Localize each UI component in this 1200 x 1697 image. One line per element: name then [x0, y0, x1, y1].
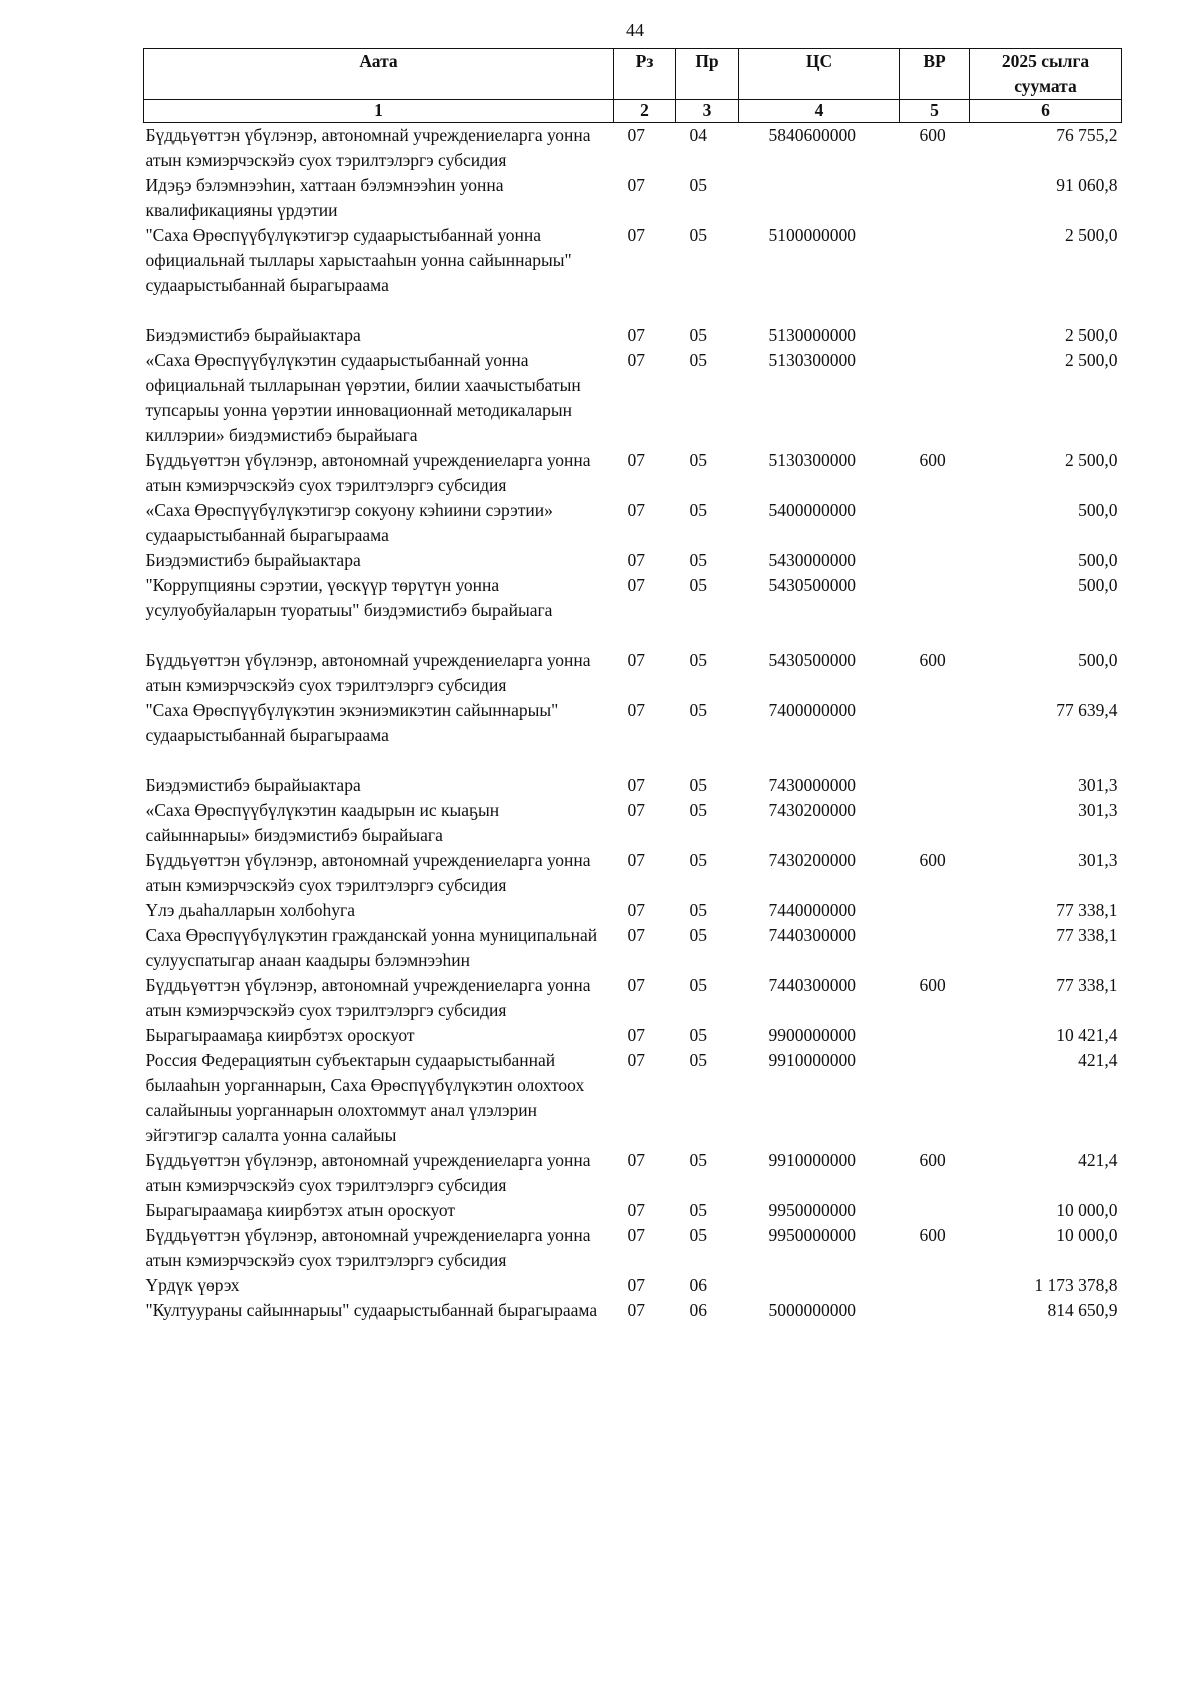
row-name-cell: Бүддьүөттэн үбүлэнэр, автономнай учреждениеларга уонна атын кэмиэрчэскэйэ суох тэрилтэлэргэ субсидия [145, 975, 591, 1020]
row-rz-cell: 07 [627, 775, 645, 795]
table-row [144, 1048, 1122, 1148]
table-row [144, 698, 1122, 748]
row-name-cell: Россия Федерациятын субъектарын судаарыстыбаннай былааһын уорганнарын, Саха Өрөспүүбүлүкэтин олохтоох салайыныы уорганнарын олохтоммут анал үлэлэрин эйгэтигэр салалта уонна салайыы [145, 1050, 585, 1145]
row-rz-cell: 07 [627, 900, 645, 920]
table-row [144, 498, 1122, 548]
row-pr-cell: 05 [689, 1050, 707, 1070]
row-cs-cell [739, 173, 900, 223]
row-vr-cell [900, 498, 970, 548]
row-pr-cell: 05 [689, 1225, 707, 1245]
row-rz-cell: 07 [627, 1300, 645, 1320]
row-vr-cell [900, 1198, 970, 1223]
row-pr-cell: 05 [689, 1025, 707, 1045]
row-vr-cell [900, 1298, 970, 1323]
row-spacer [144, 298, 1122, 323]
column-number: 4 [739, 100, 900, 123]
row-cs-cell: 9910000000 [768, 1050, 856, 1070]
row-rz-cell: 07 [627, 975, 645, 995]
row-pr-cell: 05 [689, 925, 707, 945]
row-name-cell: Бүддьүөттэн үбүлэнэр, автономнай учреждениеларга уонна атын кэмиэрчэскэйэ суох тэрилтэлэргэ субсидия [145, 850, 591, 895]
row-sum-cell: 301,3 [1078, 850, 1118, 870]
row-sum-cell: 76 755,2 [1056, 125, 1118, 145]
row-rz-cell: 07 [627, 1025, 645, 1045]
row-spacer-cell [144, 748, 1122, 773]
header-rz: Рз [614, 49, 676, 100]
row-name-cell: "Саха Өрөспүүбүлүкэтигэр судаарыстыбаннай уонна официальнай тыллары харыстааһын уонна сайыннарыы" судаарыстыбаннай бырагыраама [145, 225, 572, 295]
table-row [144, 648, 1122, 698]
row-name-cell: Биэдэмистибэ бырайыактара [145, 325, 361, 345]
column-number: 6 [970, 100, 1122, 123]
row-rz-cell: 07 [627, 450, 645, 470]
row-vr-cell [900, 698, 970, 748]
row-vr-cell [900, 348, 970, 448]
table-row [144, 973, 1122, 1023]
row-sum-cell: 2 500,0 [1065, 225, 1118, 245]
row-cs-cell: 5130300000 [768, 350, 856, 370]
row-rz-cell: 07 [627, 925, 645, 945]
row-rz-cell: 07 [627, 1225, 645, 1245]
row-name-cell: Бүддьүөттэн үбүлэнэр, автономнай учреждениеларга уонна атын кэмиэрчэскэйэ суох тэрилтэлэргэ субсидия [145, 125, 591, 170]
row-cs-cell: 5130300000 [768, 450, 856, 470]
header-vr: ВР [900, 49, 970, 100]
row-pr-cell: 05 [689, 775, 707, 795]
column-number: 3 [676, 100, 739, 123]
row-sum-cell: 301,3 [1078, 800, 1118, 820]
row-spacer-cell [144, 298, 1122, 323]
row-name-cell: Үрдүк үөрэх [145, 1275, 240, 1295]
row-vr-cell: 600 [919, 850, 946, 870]
row-cs-cell: 9910000000 [768, 1150, 856, 1170]
row-sum-cell: 77 338,1 [1056, 975, 1118, 995]
row-name-cell: Биэдэмистибэ бырайыактара [145, 550, 361, 570]
row-vr-cell: 600 [919, 650, 946, 670]
row-spacer-cell [144, 623, 1122, 648]
table-row [144, 798, 1122, 848]
row-rz-cell: 07 [627, 175, 645, 195]
row-rz-cell: 07 [627, 1150, 645, 1170]
row-pr-cell: 05 [689, 225, 707, 245]
row-rz-cell: 07 [627, 1050, 645, 1070]
header-row [144, 49, 1122, 100]
row-cs-cell [739, 1273, 900, 1298]
row-vr-cell: 600 [919, 975, 946, 995]
row-sum-cell: 10 421,4 [1056, 1025, 1118, 1045]
row-sum-cell: 77 338,1 [1056, 900, 1118, 920]
row-vr-cell [900, 923, 970, 973]
table-row [144, 1223, 1122, 1273]
row-vr-cell [900, 773, 970, 798]
row-cs-cell: 5100000000 [768, 225, 856, 245]
row-pr-cell: 05 [689, 650, 707, 670]
table-row [144, 898, 1122, 923]
row-sum-cell: 91 060,8 [1056, 175, 1118, 195]
row-cs-cell: 7440300000 [768, 925, 856, 945]
row-vr-cell [900, 1273, 970, 1298]
row-vr-cell [900, 548, 970, 573]
table-row [144, 1148, 1122, 1198]
row-pr-cell: 05 [689, 500, 707, 520]
table-row [144, 923, 1122, 973]
row-vr-cell [900, 898, 970, 923]
row-vr-cell [900, 1048, 970, 1148]
row-cs-cell: 7430200000 [768, 800, 856, 820]
table-row [144, 1198, 1122, 1223]
row-vr-cell [900, 573, 970, 623]
row-sum-cell: 500,0 [1078, 550, 1118, 570]
table-row [144, 773, 1122, 798]
row-name-cell: Бүддьүөттэн үбүлэнэр, автономнай учреждениеларга уонна атын кэмиэрчэскэйэ суох тэрилтэлэргэ субсидия [145, 1150, 591, 1195]
row-pr-cell: 05 [689, 975, 707, 995]
row-sum-cell: 10 000,0 [1056, 1225, 1118, 1245]
table-row [144, 323, 1122, 348]
row-name-cell: «Саха Өрөспүүбүлүкэтин судаарыстыбаннай уонна официальнай тылларынан үөрэтии, билии хаачыстыбатын тупсарыы уонна үөрэтии инновационнай методикаларын киллэрии» биэдэмистибэ бырайыага [145, 350, 581, 445]
row-pr-cell: 05 [689, 1200, 707, 1220]
header-pr: Пр [676, 49, 739, 100]
column-number: 2 [614, 100, 676, 123]
column-number: 1 [144, 100, 614, 123]
table-body [144, 123, 1122, 1324]
row-name-cell: Бүддьүөттэн үбүлэнэр, автономнай учреждениеларга уонна атын кэмиэрчэскэйэ суох тэрилтэлэргэ субсидия [145, 450, 591, 495]
row-sum-cell: 2 500,0 [1065, 450, 1118, 470]
row-rz-cell: 07 [627, 550, 645, 570]
row-sum-cell: 421,4 [1078, 1150, 1118, 1170]
header-cs: ЦС [739, 49, 900, 100]
row-rz-cell: 07 [627, 325, 645, 345]
row-cs-cell: 7400000000 [768, 700, 856, 720]
row-cs-cell: 9950000000 [768, 1200, 856, 1220]
row-pr-cell: 05 [689, 850, 707, 870]
column-number: 5 [900, 100, 970, 123]
row-cs-cell: 9900000000 [768, 1025, 856, 1045]
row-sum-cell: 500,0 [1078, 575, 1118, 595]
row-name-cell: Бырагыраамаҕа киирбэтэх атын ороскуот [145, 1200, 456, 1220]
row-cs-cell: 7440000000 [768, 900, 856, 920]
row-cs-cell: 5840600000 [768, 125, 856, 145]
row-cs-cell: 5430500000 [768, 575, 856, 595]
row-name-cell: Бүддьүөттэн үбүлэнэр, автономнай учреждениеларга уонна атын кэмиэрчэскэйэ суох тэрилтэлэргэ субсидия [145, 1225, 591, 1270]
column-number-row [144, 100, 1122, 123]
row-vr-cell [900, 1023, 970, 1048]
row-pr-cell: 05 [689, 900, 707, 920]
page-number: 44 [626, 20, 644, 40]
row-pr-cell: 05 [689, 350, 707, 370]
row-rz-cell: 07 [627, 650, 645, 670]
table-row [144, 1023, 1122, 1048]
table-row [144, 448, 1122, 498]
table-row [144, 848, 1122, 898]
row-name-cell: "Култуураны сайыннарыы" судаарыстыбаннай бырагыраама [145, 1300, 598, 1320]
row-sum-cell: 10 000,0 [1056, 1200, 1118, 1220]
row-rz-cell: 07 [627, 1200, 645, 1220]
row-sum-cell: 421,4 [1078, 1050, 1118, 1070]
row-name-cell: «Саха Өрөспүүбүлүкэтигэр сокуону кэһиини сэрэтии» судаарыстыбаннай бырагыраама [145, 500, 553, 545]
row-rz-cell: 07 [627, 1275, 645, 1295]
row-pr-cell: 06 [689, 1275, 707, 1295]
row-cs-cell: 7440300000 [768, 975, 856, 995]
row-spacer [144, 623, 1122, 648]
row-pr-cell: 05 [689, 325, 707, 345]
row-sum-cell: 77 639,4 [1056, 700, 1118, 720]
row-sum-cell: 500,0 [1078, 500, 1118, 520]
row-pr-cell: 05 [689, 550, 707, 570]
row-vr-cell: 600 [919, 125, 946, 145]
table-row [144, 1273, 1122, 1298]
row-cs-cell: 5000000000 [768, 1300, 856, 1320]
table-row [144, 573, 1122, 623]
row-vr-cell [900, 323, 970, 348]
table-row [144, 173, 1122, 223]
row-cs-cell: 5430500000 [768, 650, 856, 670]
table-row [144, 348, 1122, 448]
row-sum-cell: 301,3 [1078, 775, 1118, 795]
row-pr-cell: 05 [689, 700, 707, 720]
row-cs-cell: 7430200000 [768, 850, 856, 870]
row-spacer [144, 748, 1122, 773]
row-sum-cell: 2 500,0 [1065, 325, 1118, 345]
row-rz-cell: 07 [627, 500, 645, 520]
row-rz-cell: 07 [627, 700, 645, 720]
row-pr-cell: 05 [689, 575, 707, 595]
row-sum-cell: 1 173 378,8 [1034, 1275, 1118, 1295]
row-rz-cell: 07 [627, 225, 645, 245]
row-name-cell: Бүддьүөттэн үбүлэнэр, автономнай учреждениеларга уонна атын кэмиэрчэскэйэ суох тэрилтэлэргэ субсидия [145, 650, 591, 695]
row-cs-cell: 7430000000 [768, 775, 856, 795]
table-row [144, 548, 1122, 573]
row-name-cell: "Коррупцияны сэрэтии, үөскүүр төрүтүн уонна усулуобуйаларын туоратыы" биэдэмистибэ бырайыага [145, 575, 553, 620]
row-name-cell: Идэҕэ бэлэмнээһин, хаттаан бэлэмнээһин уонна квалификацияны үрдэтии [145, 175, 504, 220]
row-pr-cell: 06 [689, 1300, 707, 1320]
row-cs-cell: 5430000000 [768, 550, 856, 570]
row-name-cell: "Саха Өрөспүүбүлүкэтин экэниэмикэтин сайыннарыы" судаарыстыбаннай бырагыраама [145, 700, 559, 745]
row-sum-cell: 500,0 [1078, 650, 1118, 670]
row-name-cell: Үлэ дьаһалларын холбоһуга [145, 900, 355, 920]
row-sum-cell: 2 500,0 [1065, 350, 1118, 370]
row-cs-cell: 5130000000 [768, 325, 856, 345]
row-pr-cell: 05 [689, 800, 707, 820]
row-vr-cell [900, 798, 970, 848]
row-rz-cell: 07 [627, 850, 645, 870]
row-vr-cell: 600 [919, 1225, 946, 1245]
row-name-cell: Биэдэмистибэ бырайыактара [145, 775, 361, 795]
row-sum-cell: 77 338,1 [1056, 925, 1118, 945]
row-rz-cell: 07 [627, 575, 645, 595]
row-name-cell: Бырагыраамаҕа киирбэтэх ороскуот [145, 1025, 415, 1045]
row-name-cell: «Саха Өрөспүүбүлүкэтин каадырын ис кыаҕын сайыннарыы» биэдэмистибэ бырайыага [145, 800, 500, 845]
table-row [144, 1298, 1122, 1323]
row-cs-cell: 9950000000 [768, 1225, 856, 1245]
row-pr-cell: 05 [689, 1150, 707, 1170]
row-rz-cell: 07 [627, 125, 645, 145]
header-name: Аата [144, 49, 614, 100]
table-row [144, 223, 1122, 298]
row-vr-cell: 600 [919, 1150, 946, 1170]
row-cs-cell: 5400000000 [768, 500, 856, 520]
budget-table [143, 48, 1122, 1323]
row-rz-cell: 07 [627, 800, 645, 820]
table-row [144, 123, 1122, 174]
row-pr-cell: 05 [689, 450, 707, 470]
row-vr-cell [900, 223, 970, 298]
header-sum: 2025 сылга суумата [970, 49, 1122, 100]
row-rz-cell: 07 [627, 350, 645, 370]
row-vr-cell: 600 [919, 450, 946, 470]
row-pr-cell: 05 [689, 175, 707, 195]
row-sum-cell: 814 650,9 [1047, 1300, 1118, 1320]
row-vr-cell [900, 173, 970, 223]
row-pr-cell: 04 [689, 125, 707, 145]
row-name-cell: Саха Өрөспүүбүлүкэтин гражданскай уонна муниципальнай сулууспатыгар анаан каадыры бэлэмнээһин [145, 925, 598, 970]
